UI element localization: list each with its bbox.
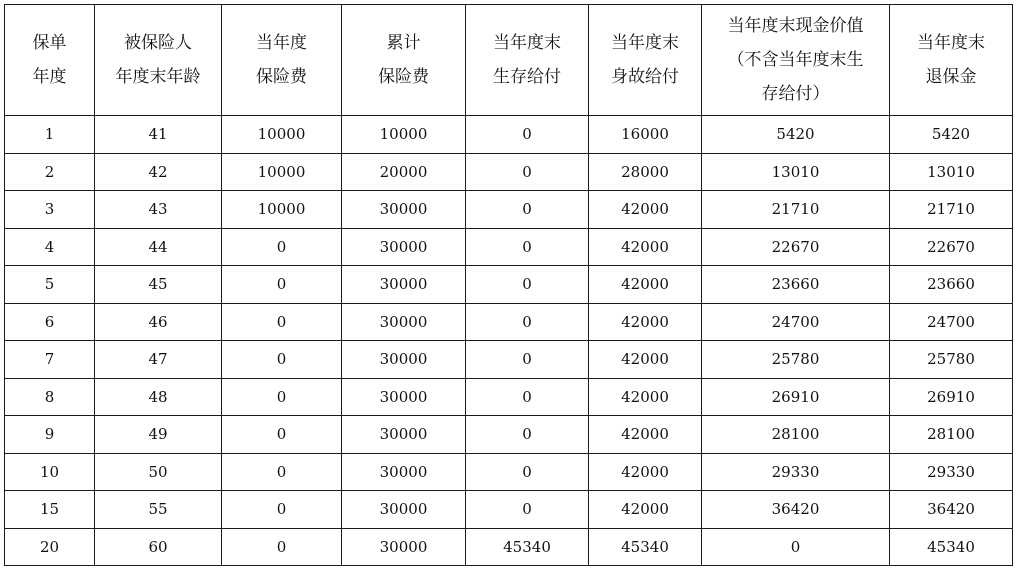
cell-surrender-value: 29330 <box>890 453 1013 491</box>
cell-policy-year: 10 <box>5 453 95 491</box>
header-line: 保险费 <box>256 67 307 87</box>
cell-annual-premium: 0 <box>222 341 342 379</box>
cell-death-benefit: 42000 <box>589 378 702 416</box>
cell-surrender-value: 28100 <box>890 416 1013 454</box>
cell-insured-age: 49 <box>95 416 222 454</box>
cell-annual-premium: 0 <box>222 528 342 566</box>
cell-cash-value: 5420 <box>702 116 890 154</box>
header-line: （不含当年度末生 <box>727 50 864 70</box>
cell-policy-year: 9 <box>5 416 95 454</box>
cell-insured-age: 42 <box>95 153 222 191</box>
cell-cumulative-premium: 10000 <box>342 116 466 154</box>
header-death-benefit <box>589 5 702 116</box>
cell-cash-value: 21710 <box>702 191 890 229</box>
cell-insured-age: 46 <box>95 303 222 341</box>
table-row <box>5 228 1013 266</box>
cell-insured-age: 41 <box>95 116 222 154</box>
cell-surrender-value: 5420 <box>890 116 1013 154</box>
table-row <box>5 341 1013 379</box>
header-annual-premium <box>222 5 342 116</box>
cell-cash-value: 0 <box>702 528 890 566</box>
cell-death-benefit: 45340 <box>589 528 702 566</box>
cell-annual-premium: 10000 <box>222 116 342 154</box>
table-row <box>5 378 1013 416</box>
header-line: 当年度末 <box>493 33 561 53</box>
header-line: 保险费 <box>378 67 429 87</box>
header-policy-year <box>5 5 95 116</box>
cell-insured-age: 44 <box>95 228 222 266</box>
cell-policy-year: 20 <box>5 528 95 566</box>
cell-policy-year: 7 <box>5 341 95 379</box>
cell-annual-premium: 0 <box>222 378 342 416</box>
header-line: 年度 <box>32 67 67 87</box>
cell-cumulative-premium: 30000 <box>342 191 466 229</box>
cell-policy-year: 1 <box>5 116 95 154</box>
cell-annual-premium: 0 <box>222 491 342 529</box>
header-line: 保单 <box>32 33 67 53</box>
cell-survival-benefit: 0 <box>466 416 589 454</box>
cell-death-benefit: 16000 <box>589 116 702 154</box>
cell-policy-year: 4 <box>5 228 95 266</box>
cell-survival-benefit: 0 <box>466 453 589 491</box>
cell-death-benefit: 42000 <box>589 341 702 379</box>
cell-death-benefit: 42000 <box>589 228 702 266</box>
cell-cumulative-premium: 30000 <box>342 416 466 454</box>
cell-survival-benefit: 0 <box>466 191 589 229</box>
cell-policy-year: 3 <box>5 191 95 229</box>
cell-insured-age: 55 <box>95 491 222 529</box>
table-row <box>5 266 1013 304</box>
cell-surrender-value: 45340 <box>890 528 1013 566</box>
cell-surrender-value: 13010 <box>890 153 1013 191</box>
cell-death-benefit: 42000 <box>589 303 702 341</box>
cell-annual-premium: 0 <box>222 416 342 454</box>
cell-policy-year: 5 <box>5 266 95 304</box>
cell-cumulative-premium: 30000 <box>342 528 466 566</box>
header-surrender-value <box>890 5 1013 116</box>
cell-death-benefit: 42000 <box>589 491 702 529</box>
cell-annual-premium: 0 <box>222 453 342 491</box>
cell-insured-age: 60 <box>95 528 222 566</box>
cell-death-benefit: 42000 <box>589 191 702 229</box>
cell-survival-benefit: 0 <box>466 378 589 416</box>
cell-cash-value: 26910 <box>702 378 890 416</box>
cell-survival-benefit: 0 <box>466 228 589 266</box>
cell-survival-benefit: 0 <box>466 303 589 341</box>
cell-cash-value: 36420 <box>702 491 890 529</box>
cell-cash-value: 23660 <box>702 266 890 304</box>
cell-insured-age: 50 <box>95 453 222 491</box>
table-row <box>5 116 1013 154</box>
header-line: 存给付） <box>761 84 830 104</box>
header-line: 当年度末 <box>917 33 985 53</box>
cell-policy-year: 6 <box>5 303 95 341</box>
cell-annual-premium: 0 <box>222 266 342 304</box>
table-row <box>5 453 1013 491</box>
header-line: 当年度 <box>256 33 307 53</box>
cell-cash-value: 24700 <box>702 303 890 341</box>
cell-cumulative-premium: 20000 <box>342 153 466 191</box>
cell-insured-age: 47 <box>95 341 222 379</box>
cell-survival-benefit: 45340 <box>466 528 589 566</box>
cell-surrender-value: 21710 <box>890 191 1013 229</box>
cell-policy-year: 2 <box>5 153 95 191</box>
cell-cash-value: 29330 <box>702 453 890 491</box>
cell-policy-year: 8 <box>5 378 95 416</box>
cell-cumulative-premium: 30000 <box>342 303 466 341</box>
cell-cash-value: 28100 <box>702 416 890 454</box>
cell-survival-benefit: 0 <box>466 266 589 304</box>
benefit-table <box>4 4 1013 566</box>
cell-cumulative-premium: 30000 <box>342 341 466 379</box>
header-line: 身故给付 <box>611 67 679 87</box>
header-line: 当年度末 <box>611 33 679 53</box>
table-row <box>5 303 1013 341</box>
header-line: 生存给付 <box>493 67 561 87</box>
cell-cumulative-premium: 30000 <box>342 491 466 529</box>
cell-annual-premium: 0 <box>222 228 342 266</box>
header-cash-value <box>702 5 890 116</box>
table-row <box>5 191 1013 229</box>
table-row <box>5 491 1013 529</box>
header-line: 累计 <box>386 33 421 53</box>
cell-cumulative-premium: 30000 <box>342 228 466 266</box>
cell-surrender-value: 26910 <box>890 378 1013 416</box>
cell-cash-value: 22670 <box>702 228 890 266</box>
header-row <box>5 5 1013 116</box>
header-line: 被保险人 <box>124 33 192 53</box>
cell-cumulative-premium: 30000 <box>342 378 466 416</box>
header-line: 当年度末现金价值 <box>727 16 864 36</box>
cell-annual-premium: 10000 <box>222 153 342 191</box>
cell-cumulative-premium: 30000 <box>342 266 466 304</box>
cell-survival-benefit: 0 <box>466 491 589 529</box>
cell-surrender-value: 23660 <box>890 266 1013 304</box>
cell-surrender-value: 22670 <box>890 228 1013 266</box>
cell-surrender-value: 36420 <box>890 491 1013 529</box>
cell-surrender-value: 24700 <box>890 303 1013 341</box>
table-row <box>5 416 1013 454</box>
cell-insured-age: 43 <box>95 191 222 229</box>
cell-cash-value: 25780 <box>702 341 890 379</box>
cell-death-benefit: 28000 <box>589 153 702 191</box>
cell-survival-benefit: 0 <box>466 341 589 379</box>
cell-survival-benefit: 0 <box>466 153 589 191</box>
cell-insured-age: 48 <box>95 378 222 416</box>
header-line: 退保金 <box>925 67 977 87</box>
cell-death-benefit: 42000 <box>589 453 702 491</box>
cell-surrender-value: 25780 <box>890 341 1013 379</box>
table-row <box>5 153 1013 191</box>
table-row <box>5 528 1013 566</box>
cell-cumulative-premium: 30000 <box>342 453 466 491</box>
cell-insured-age: 45 <box>95 266 222 304</box>
cell-annual-premium: 0 <box>222 303 342 341</box>
cell-policy-year: 15 <box>5 491 95 529</box>
cell-survival-benefit: 0 <box>466 116 589 154</box>
header-line: 年度末年龄 <box>115 67 201 87</box>
cell-annual-premium: 10000 <box>222 191 342 229</box>
header-insured-age <box>95 5 222 116</box>
cell-death-benefit: 42000 <box>589 266 702 304</box>
cell-cash-value: 13010 <box>702 153 890 191</box>
header-cumulative-premium <box>342 5 466 116</box>
cell-death-benefit: 42000 <box>589 416 702 454</box>
header-survival-benefit <box>466 5 589 116</box>
